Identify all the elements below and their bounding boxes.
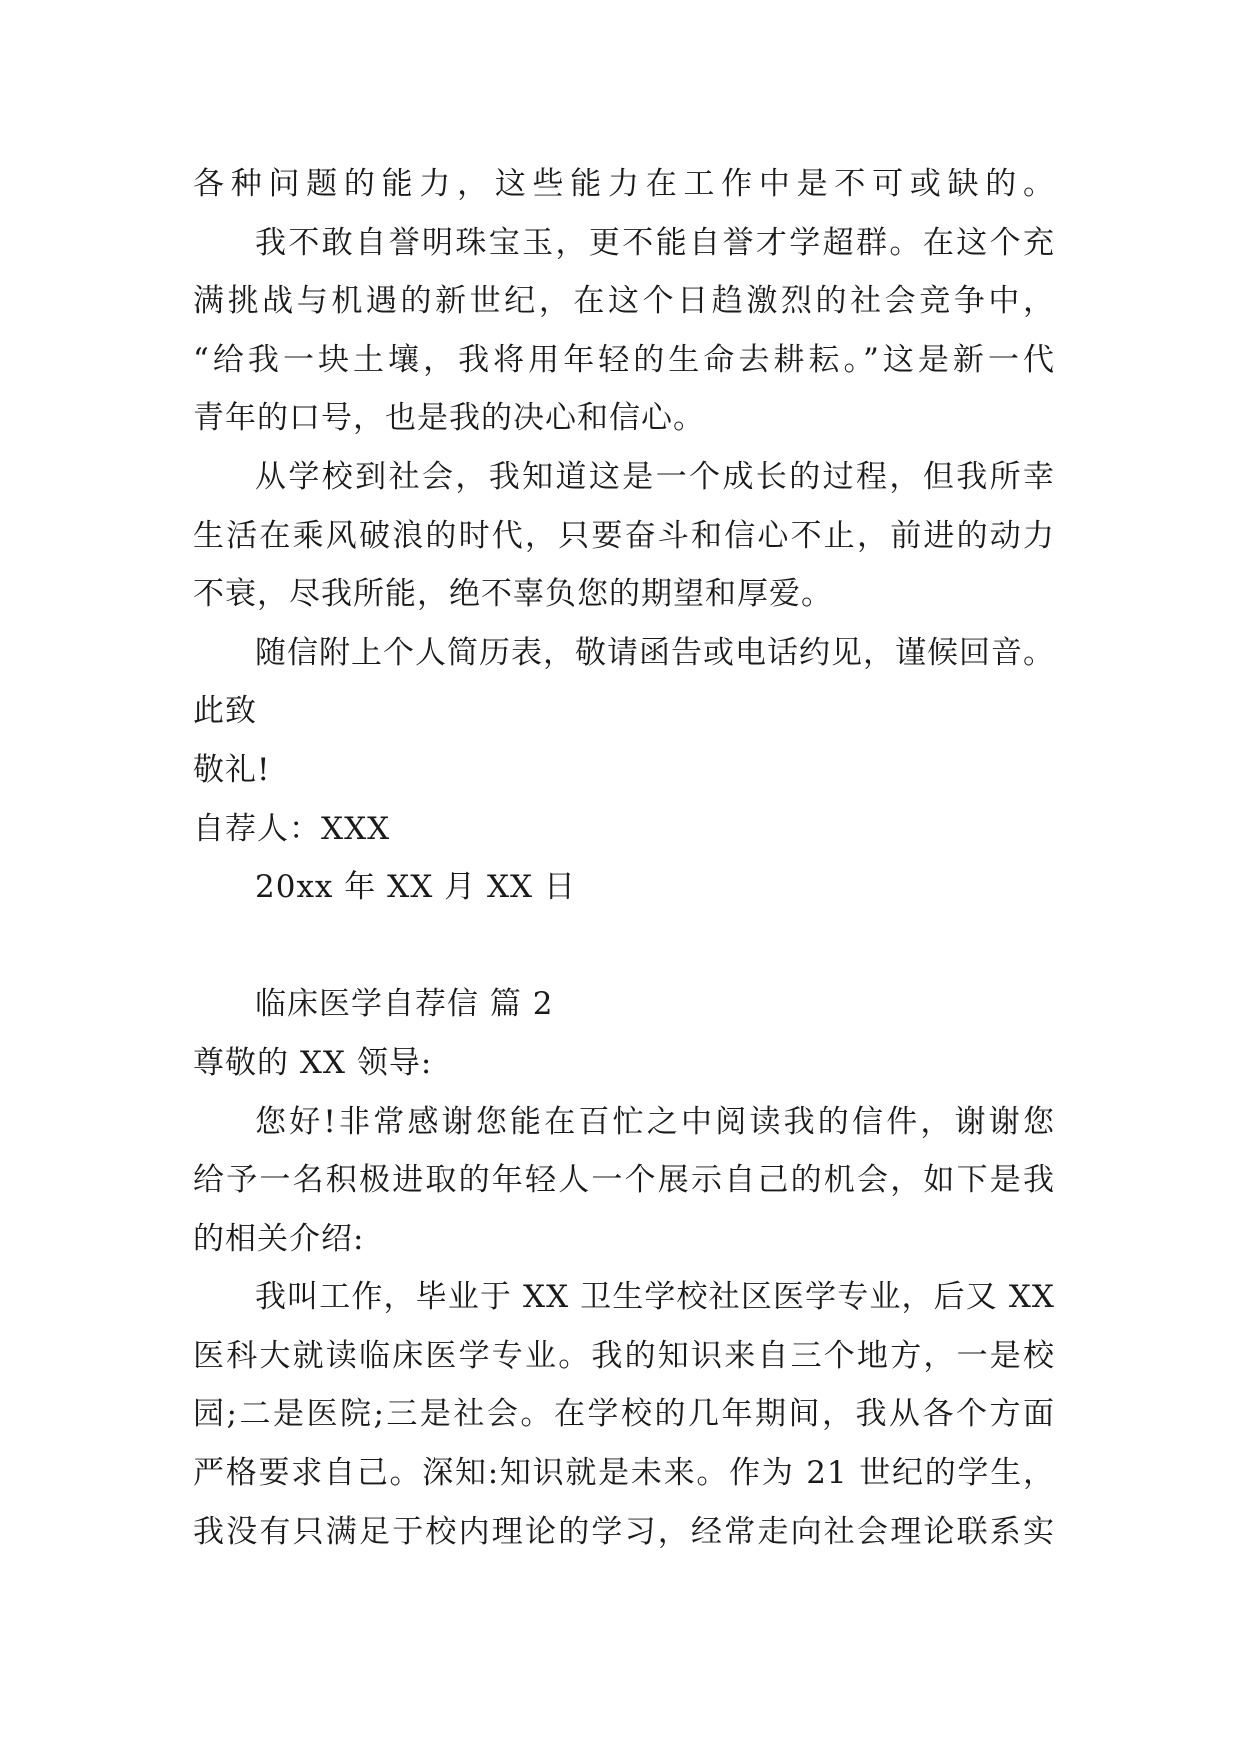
text-line: 我不敢自誉明珠宝玉，更不能自誉才学超群。在这个充 (255, 224, 1055, 261)
section-gap (193, 917, 1055, 976)
text-line: 的相关介绍: (193, 1220, 365, 1257)
text-line: 各种问题的能力，这些能力在工作中是不可或缺的。 (193, 166, 1055, 202)
signature-line: 自荐人：XXX (193, 810, 391, 847)
text-line: 医科大就读临床医学专业。我的知识来自三个地方，一是校 (193, 1337, 1055, 1374)
text-line: 园;二是医院;三是社会。在学校的几年期间，我从各个方面 (193, 1396, 1055, 1433)
text-line: “给我一块土壤，我将用年轻的生命去耕耘。”这是新一代 (193, 341, 1055, 378)
text-line: 我叫工作，毕业于 XX 卫生学校社区医学专业，后又 XX (255, 1279, 1055, 1316)
text-line: 严格要求自己。深知:知识就是未来。作为 21 世纪的学生， (193, 1455, 1055, 1492)
text-line: 给予一名积极进取的年轻人一个展示自己的机会，如下是我 (193, 1162, 1055, 1199)
document-page (193, 155, 1055, 1561)
text-line: 生活在乘风破浪的时代，只要奋斗和信心不止，前进的动力 (193, 517, 1055, 554)
text-line: 您好!非常感谢您能在百忙之中阅读我的信件，谢谢您 (255, 1103, 1055, 1140)
text-line: 不衰，尽我所能，绝不辜负您的期望和厚爱。 (193, 576, 833, 613)
text-line: 青年的口号，也是我的决心和信心。 (193, 400, 705, 437)
text-line: 随信附上个人简历表，敬请函告或电话约见，谨候回音。 (255, 634, 1055, 671)
closing-salutation: 此致 (193, 693, 257, 730)
letter-greeting: 尊敬的 XX 领导: (193, 1044, 433, 1081)
section-heading: 临床医学自荐信 篇 2 (255, 986, 554, 1023)
closing-regards: 敬礼! (193, 751, 271, 788)
text-line: 满挑战与机遇的新世纪，在这个日趋激烈的社会竞争中， (193, 283, 1055, 320)
text-line: 从学校到社会，我知道这是一个成长的过程，但我所幸 (255, 458, 1055, 495)
date-line: 20xx 年 XX 月 XX 日 (255, 869, 576, 906)
text-line: 我没有只满足于校内理论的学习，经常走向社会理论联系实 (193, 1513, 1055, 1550)
